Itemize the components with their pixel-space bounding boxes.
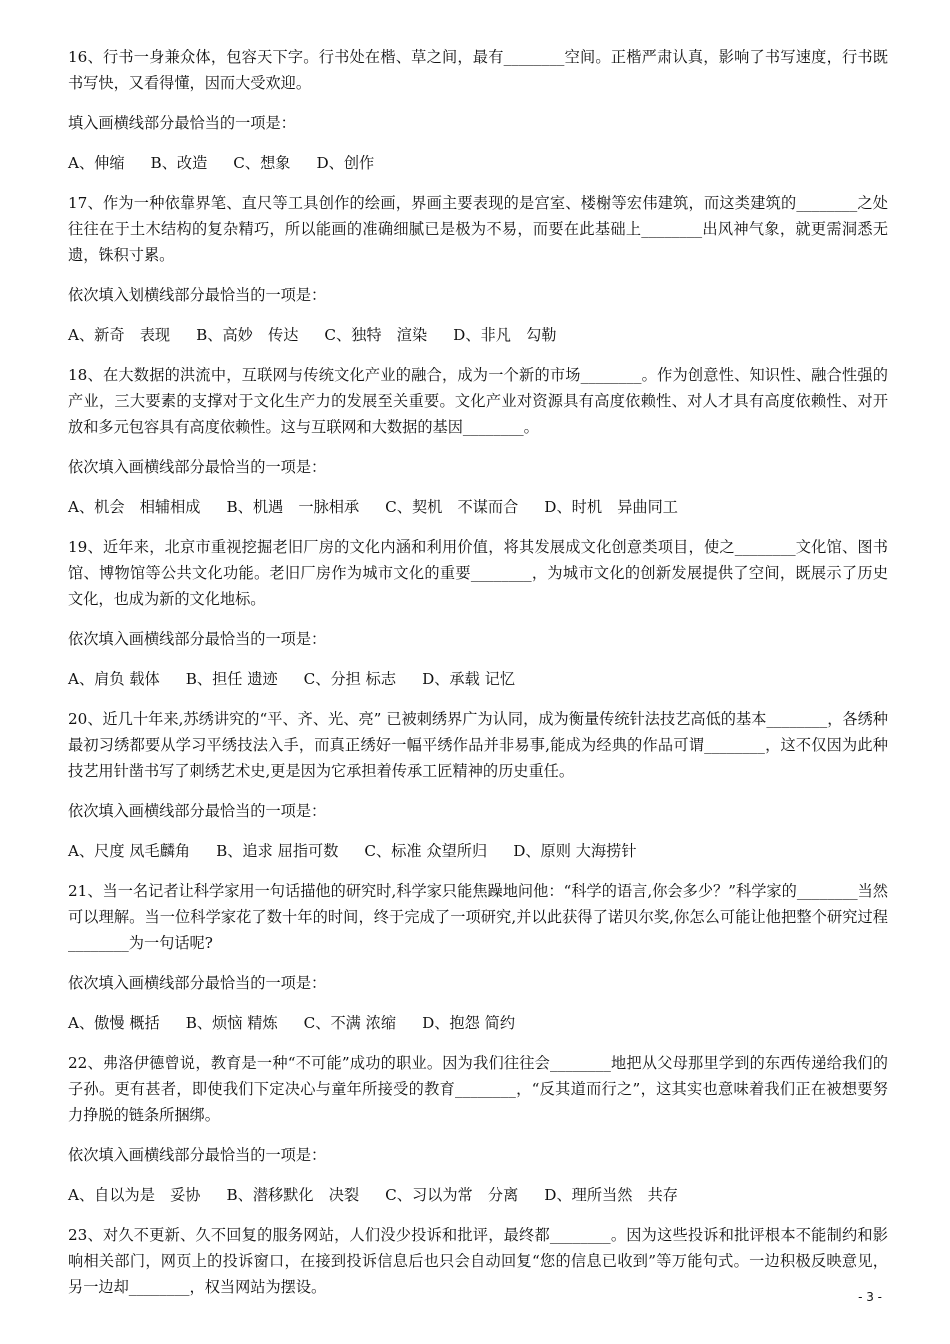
- question-prompt: 依次填入画横线部分最恰当的一项是：: [68, 802, 327, 820]
- option-b: B、机遇 一脉相承: [226, 498, 360, 516]
- document-body: [68, 44, 888, 1314]
- option-b: B、烦恼 精炼: [185, 1014, 278, 1032]
- question-prompt: 依次填入画横线部分最恰当的一项是：: [68, 1146, 327, 1164]
- question-21: [68, 878, 888, 1036]
- option-b: B、追求 屈指可数: [216, 842, 339, 860]
- option-c: C、独特 渲染: [324, 326, 428, 344]
- question-stem: 22、弗洛伊德曾说，教育是一种“不可能”成功的职业。因为我们往往会________地把从父母那里学到的东西传递给我们的子孙。更有甚者，即使我们下定决心与童年所接受的教育________，“反其道而行之”，这其实也意味着我们正在被想要努力挣脱的链条所捆绑。: [68, 1054, 888, 1124]
- question-19: [68, 534, 888, 692]
- question-prompt: 依次填入画横线部分最恰当的一项是：: [68, 458, 327, 476]
- question-stem: 21、当一名记者让科学家用一句话描他的研究时,科学家只能焦躁地问他：“科学的语言,你会多少？”科学家的________当然可以理解。当一位科学家花了数十年的时间，终于完成了一项研究,并以此获得了诺贝尔奖,你怎么可能让他把整个研究过程________为一句话呢?: [68, 882, 888, 952]
- option-d: D、承载 记忆: [422, 670, 516, 688]
- option-a: A、伸缩: [68, 154, 125, 172]
- question-stem: 16、行书一身兼众体，包容天下字。行书处在楷、草之间，最有________空间。正楷严肃认真，影响了书写速度，行书既书写快，又看得懂，因而大受欢迎。: [68, 48, 888, 92]
- question-stem: 20、近几十年来,苏绣讲究的“平、齐、光、亮” 已被刺绣界广为认同，成为衡量传统针法技艺高低的基本________，各绣种最初习绣都要从学习平绣技法入手，而真正绣好一幅平绣作品并非易事,能成为经典的作品可谓________，这不仅因为此种技艺用针凿书写了刺绣艺术史,更是因为它承担着传承工匠精神的历史重任。: [68, 710, 888, 780]
- question-prompt: 依次填入画横线部分最恰当的一项是：: [68, 630, 327, 648]
- question-stem: 18、在大数据的洪流中，互联网与传统文化产业的融合，成为一个新的市场________。作为创意性、知识性、融合性强的产业，三大要素的支撑对于文化生产力的发展至关重要。文化产业对资源具有高度依赖性、对人才具有高度依赖性、对开放和多元包容具有高度依赖性。这与互联网和大数据的基因________。: [68, 366, 888, 436]
- option-d: D、创作: [316, 154, 375, 172]
- option-d: D、抱怨 简约: [422, 1014, 516, 1032]
- question-16: [68, 44, 888, 176]
- option-b: B、高妙 传达: [196, 326, 299, 344]
- option-d: D、理所当然 共存: [544, 1186, 678, 1204]
- question-22: [68, 1050, 888, 1208]
- option-d: D、原则 大海捞针: [513, 842, 637, 860]
- option-c: C、习以为常 分离: [385, 1186, 519, 1204]
- answer-options: [68, 1182, 888, 1208]
- question-20: [68, 706, 888, 864]
- option-d: D、时机 异曲同工: [544, 498, 678, 516]
- question-stem: 19、近年来，北京市重视挖掘老旧厂房的文化内涵和利用价值，将其发展成文化创意类项目，使之________文化馆、图书馆、博物馆等公共文化功能。老旧厂房作为城市文化的重要________，为城市文化的创新发展提供了空间，既展示了历史文化，也成为新的文化地标。: [68, 538, 888, 608]
- question-prompt: 依次填入画横线部分最恰当的一项是：: [68, 974, 327, 992]
- answer-options: [68, 150, 888, 176]
- option-a: A、尺度 凤毛麟角: [68, 842, 191, 860]
- option-c: C、不满 浓缩: [303, 1014, 397, 1032]
- answer-options: [68, 838, 888, 864]
- option-c: C、契机 不谋而合: [385, 498, 519, 516]
- question-prompt: 填入画横线部分最恰当的一项是：: [68, 114, 296, 132]
- option-a: A、机会 相辅相成: [68, 498, 201, 516]
- answer-options: [68, 494, 888, 520]
- page-number: - 3 -: [858, 1290, 882, 1304]
- question-23: [68, 1222, 888, 1300]
- option-b: B、改造: [150, 154, 208, 172]
- question-17: [68, 190, 888, 348]
- option-c: C、分担 标志: [303, 670, 397, 688]
- question-prompt: 依次填入划横线部分最恰当的一项是：: [68, 286, 327, 304]
- option-a: A、新奇 表现: [68, 326, 171, 344]
- option-a: A、自以为是 妥协: [68, 1186, 201, 1204]
- answer-options: [68, 1010, 888, 1036]
- option-c: C、想象: [233, 154, 291, 172]
- option-a: A、傲慢 概括: [68, 1014, 160, 1032]
- answer-options: [68, 322, 888, 348]
- option-b: B、潜移默化 决裂: [226, 1186, 360, 1204]
- option-a: A、肩负 载体: [68, 670, 160, 688]
- question-18: [68, 362, 888, 520]
- option-b: B、担任 遗迹: [185, 670, 278, 688]
- option-d: D、非凡 勾勒: [453, 326, 557, 344]
- question-stem: 23、对久不更新、久不回复的服务网站，人们没少投诉和批评，最终都________。因为这些投诉和批评根本不能制约和影响相关部门，网页上的投诉窗口，在接到投诉信息后也只会自动回复“您的信息已收到”等万能句式。一边积极反映意见，另一边却________，权当网站为摆设。: [68, 1226, 888, 1296]
- answer-options: [68, 666, 888, 692]
- option-c: C、标准 众望所归: [364, 842, 488, 860]
- question-stem: 17、作为一种依靠界笔、直尺等工具创作的绘画，界画主要表现的是宫室、楼榭等宏伟建筑，而这类建筑的________之处往往在于土木结构的复杂精巧，所以能画的准确细腻已是极为不易，而要在此基础上________出风神气象，就更需洞悉无遗，铢积寸累。: [68, 194, 888, 264]
